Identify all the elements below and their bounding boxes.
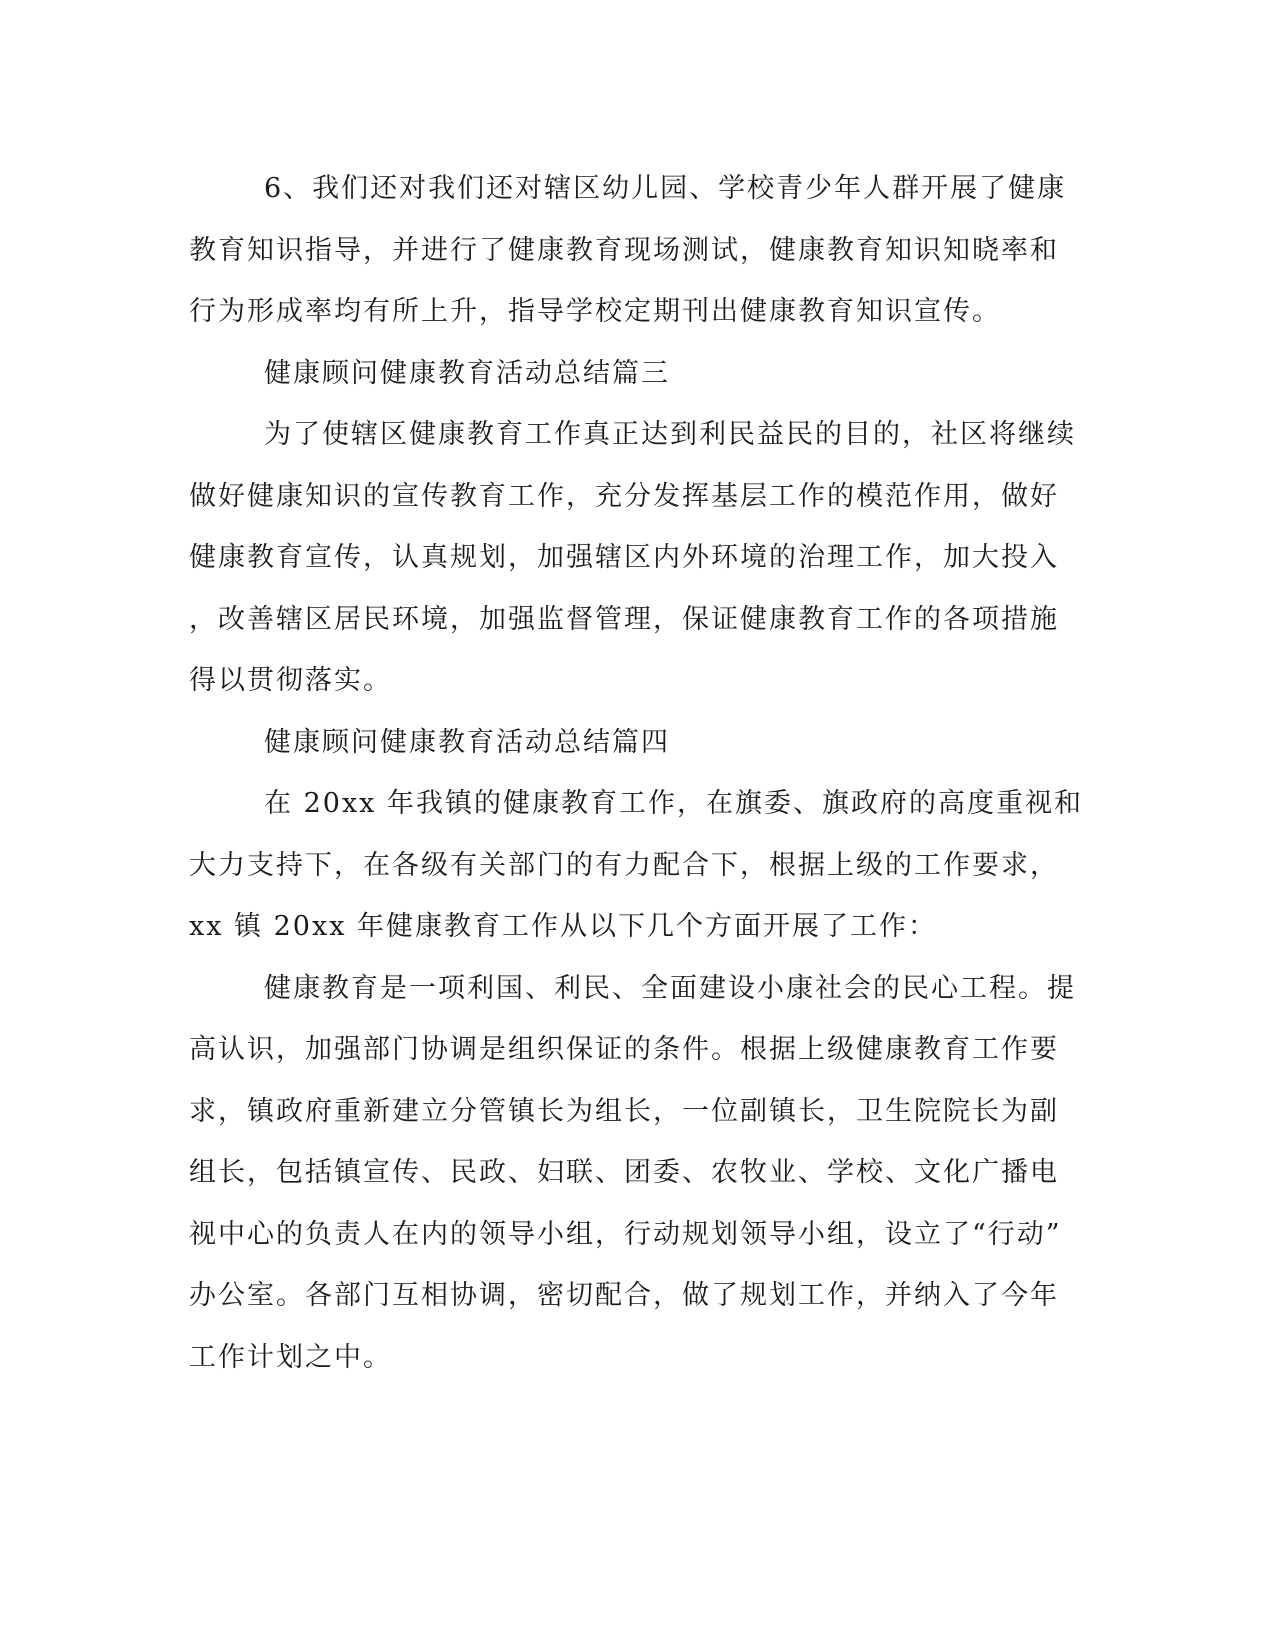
text-line: 得以贯彻落实。 bbox=[189, 665, 392, 696]
heading-line: 健康顾问健康教育活动总结篇四 bbox=[264, 726, 670, 758]
text-line: 高认识，加强部门协调是组织保证的条件。根据上级健康教育工作要 bbox=[189, 1034, 1059, 1065]
text-line: 视中心的负责人在内的领导小组，行动规划领导小组，设立了“行动” bbox=[189, 1218, 1062, 1250]
text-line: xx 镇 20xx 年健康教育工作从以下几个方面开展了工作： bbox=[189, 911, 938, 942]
text-line: 在 20xx 年我镇的健康教育工作，在旗委、旗政府的高度重视和 bbox=[264, 788, 1083, 819]
paragraph-part-3-body bbox=[189, 404, 1089, 712]
section-heading-part-4 bbox=[189, 712, 1089, 774]
text-line: 大力支持下，在各级有关部门的有力配合下，根据上级的工作要求， bbox=[189, 849, 1059, 881]
text-line: 教育知识指导，并进行了健康教育现场测试，健康教育知识知晓率和 bbox=[189, 234, 1059, 266]
text-line: 办公室。各部门互相协调，密切配合，做了规划工作，并纳入了今年 bbox=[189, 1280, 1059, 1311]
text-line: 为了使辖区健康教育工作真正达到利民益民的目的，社区将继续 bbox=[264, 419, 1076, 450]
text-line: 6、我们还对我们还对辖区幼儿园、学校青少年人群开展了健康 bbox=[264, 173, 1067, 204]
document-body bbox=[189, 158, 1089, 1388]
text-line: 求，镇政府重新建立分管镇长为组长，一位副镇长，卫生院院长为副 bbox=[189, 1095, 1059, 1127]
heading-line: 健康顾问健康教育活动总结篇三 bbox=[264, 357, 670, 389]
text-line: 做好健康知识的宣传教育工作，充分发挥基层工作的模范作用，做好 bbox=[189, 480, 1059, 512]
text-line: 组长，包括镇宣传、民政、妇联、团委、农牧业、学校、文化广播电 bbox=[189, 1157, 1059, 1188]
text-line: 行为形成率均有所上升，指导学校定期刊出健康教育知识宣传。 bbox=[189, 296, 1001, 327]
section-heading-part-3 bbox=[189, 343, 1089, 405]
text-line: ，改善辖区居民环境，加强监督管理，保证健康教育工作的各项措施 bbox=[189, 603, 1059, 635]
text-line: 工作计划之中。 bbox=[189, 1341, 392, 1373]
paragraph-part-4-intro bbox=[189, 773, 1089, 958]
text-line: 健康教育宣传，认真规划，加强辖区内外环境的治理工作，加大投入 bbox=[189, 542, 1059, 573]
text-line: 健康教育是一项利国、利民、全面建设小康社会的民心工程。提 bbox=[264, 972, 1076, 1004]
paragraph-part-4-body bbox=[189, 958, 1089, 1389]
paragraph-item-6 bbox=[189, 158, 1089, 343]
